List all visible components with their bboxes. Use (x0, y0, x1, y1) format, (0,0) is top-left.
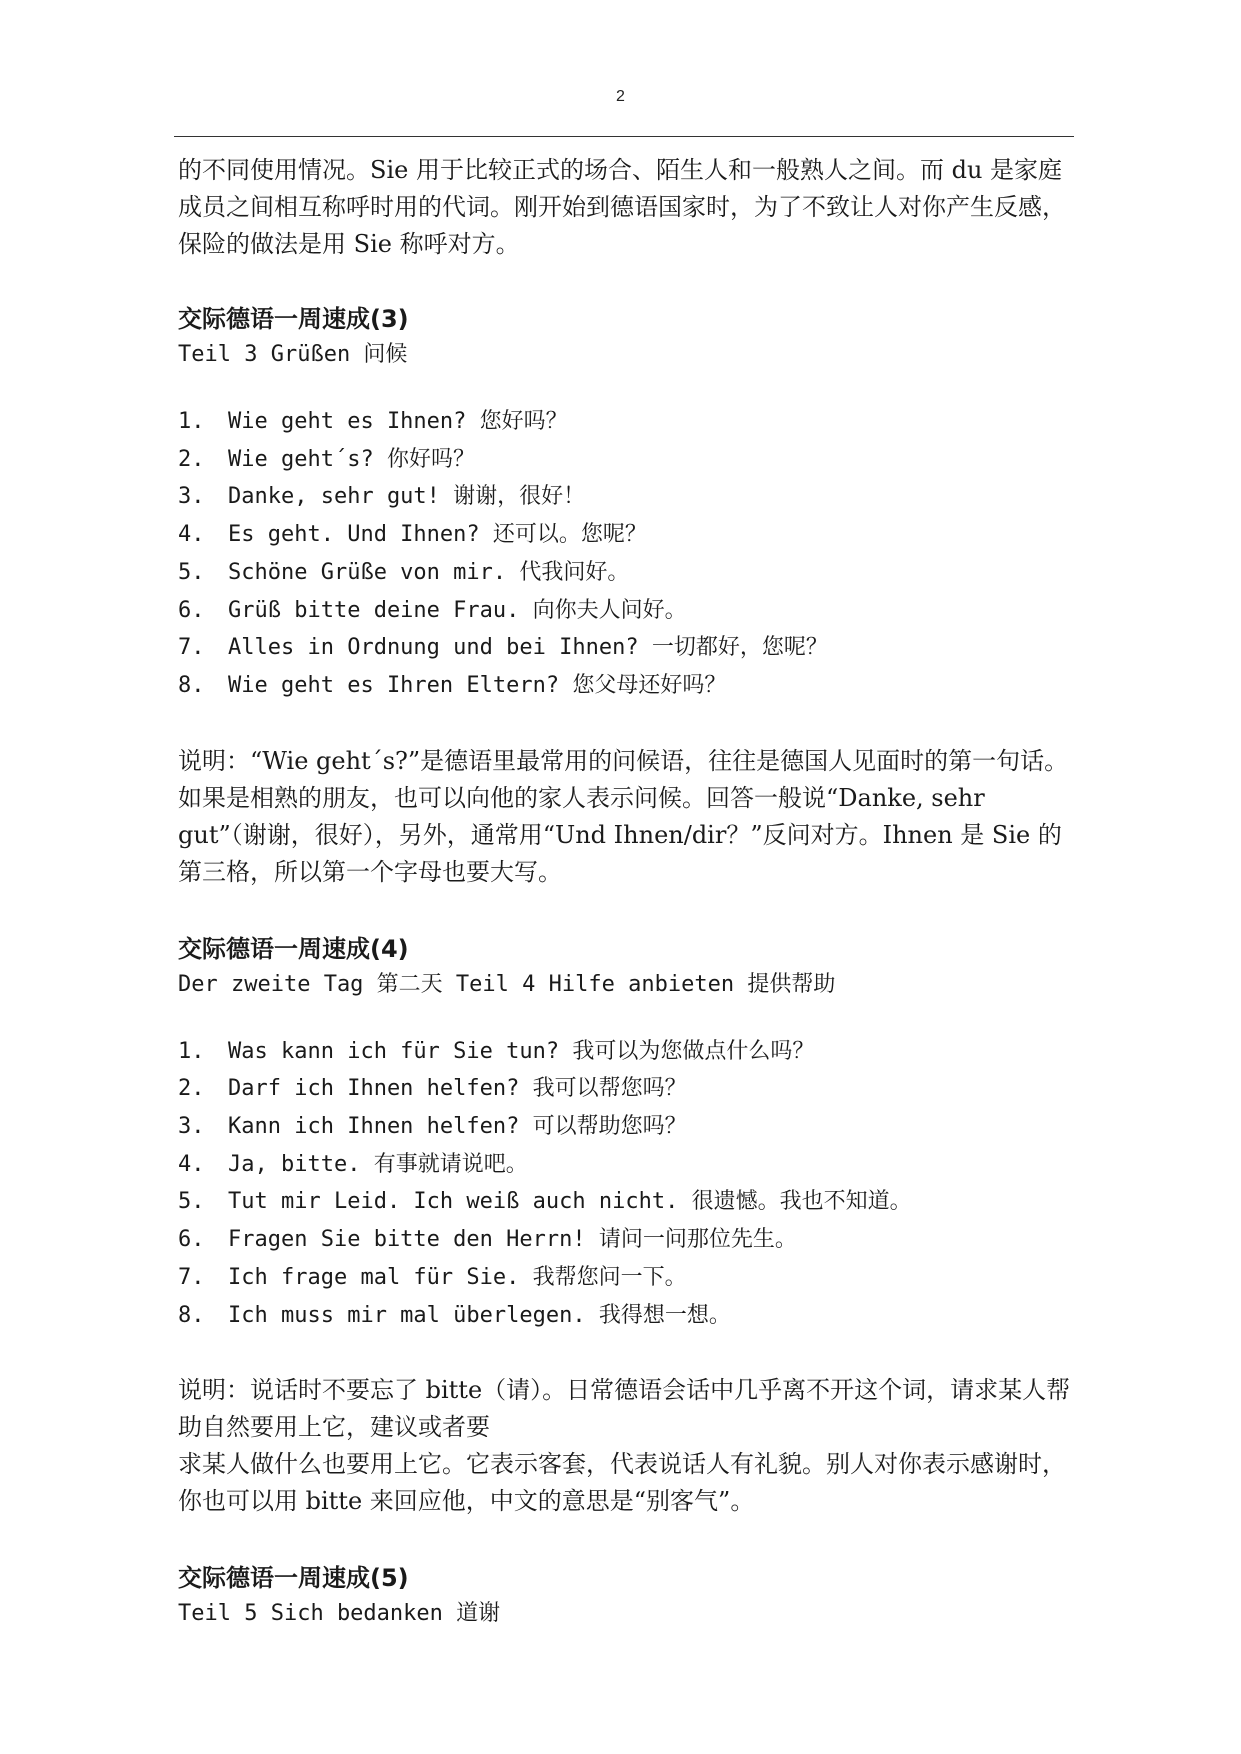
section-3-subtitle: Teil 3 Grüßen 问候 (178, 342, 408, 367)
list-item: 3. Danke, sehr gut! 谢谢，很好！ (178, 484, 586, 510)
section-3 (178, 301, 1078, 891)
list-item: 2. Darf ich Ihnen helfen? 我可以帮您吗？ (178, 1076, 687, 1102)
list-item: 1. Wie geht es Ihnen? 您好吗？ (178, 409, 568, 434)
section-4 (178, 931, 1078, 1521)
section-3-note: 说明：“Wie geht´s?”是德语里最常用的问候语，往往是德国人见面时的第一句话。如果是相熟的朋友，也可以向他的家人表示问候。回答一般说“Danke, sehr gut”（谢谢，很好），另外，通常用“Und Ihnen/dir？”反问对方。Ihnen 是 Sie 的第三格，所以第一个字母也要大写。 (178, 746, 1069, 886)
section-5-subtitle: Teil 5 Sich bedanken 道谢 (178, 1601, 501, 1627)
list-item: 3. Kann ich Ihnen helfen? 可以帮助您吗？ (178, 1114, 687, 1140)
list-item: 4. Ja, bitte. 有事就请说吧。 (178, 1151, 528, 1177)
list-item: 5. Tut mir Leid. Ich weiß auch nicht. 很遗憾。我也不知道。 (178, 1189, 912, 1215)
list-item: 6. Grüß bitte deine Frau. 向你夫人问好。 (178, 597, 687, 623)
section-5-title: 交际德语一周速成(5) (178, 1564, 409, 1593)
list-item: 8. Wie geht es Ihren Eltern? 您父母还好吗？ (178, 672, 727, 698)
list-item: 4. Es geht. Und Ihnen? 还可以。您呢？ (178, 522, 647, 548)
list-item: 2. Wie geht´s? 你好吗？ (178, 446, 475, 472)
list-item: 1. Was kann ich für Sie tun? 我可以为您做点什么吗？ (178, 1038, 815, 1064)
section-4-subtitle: Der zweite Tag 第二天 Teil 4 Hilfe anbieten 提供帮助 (178, 971, 836, 997)
section-3-phrase-list (178, 403, 1078, 705)
list-item: 5. Schöne Grüße von mir. 代我问好。 (178, 559, 630, 585)
list-item: 8. Ich muss mir mal überlegen. 我得想一想。 (178, 1302, 731, 1328)
list-item: 7. Alles in Ordnung und bei Ihnen? 一切都好，您呢？ (178, 635, 828, 661)
section-4-title: 交际德语一周速成(4) (178, 934, 409, 963)
intro-paragraph: 的不同使用情况。Sie 用于比较正式的场合、陌生人和一般熟人之间。而 du 是家庭成员之间相互称呼时用的代词。刚开始到德语国家时，为了不致让人对你产生反感，保险的做法是用 Sie 称呼对方。 (178, 156, 1066, 258)
header-rule (174, 136, 1074, 137)
section-3-title: 交际德语一周速成(3) (178, 305, 409, 333)
section-4-note-line2: 求某人做什么也要用上它。它表示客套，代表说话人有礼貌。别人对你表示感谢时，你也可以用 bitte 来回应他，中文的意思是“别客气”。 (178, 1450, 1066, 1516)
document-body (178, 152, 1078, 1632)
section-4-phrase-list (178, 1033, 1078, 1335)
list-item: 6. Fragen Sie bitte den Herrn! 请问一问那位先生。 (178, 1227, 797, 1253)
section-4-note-line1: 说明：说话时不要忘了 bitte（请）。日常德语会话中几乎离不开这个词，请求某人帮助自然要用上它，建议或者要 (178, 1376, 1071, 1442)
section-5 (178, 1560, 1078, 1632)
list-item: 7. Ich frage mal für Sie. 我帮您问一下。 (178, 1264, 687, 1290)
page-number: 2 (616, 88, 625, 105)
